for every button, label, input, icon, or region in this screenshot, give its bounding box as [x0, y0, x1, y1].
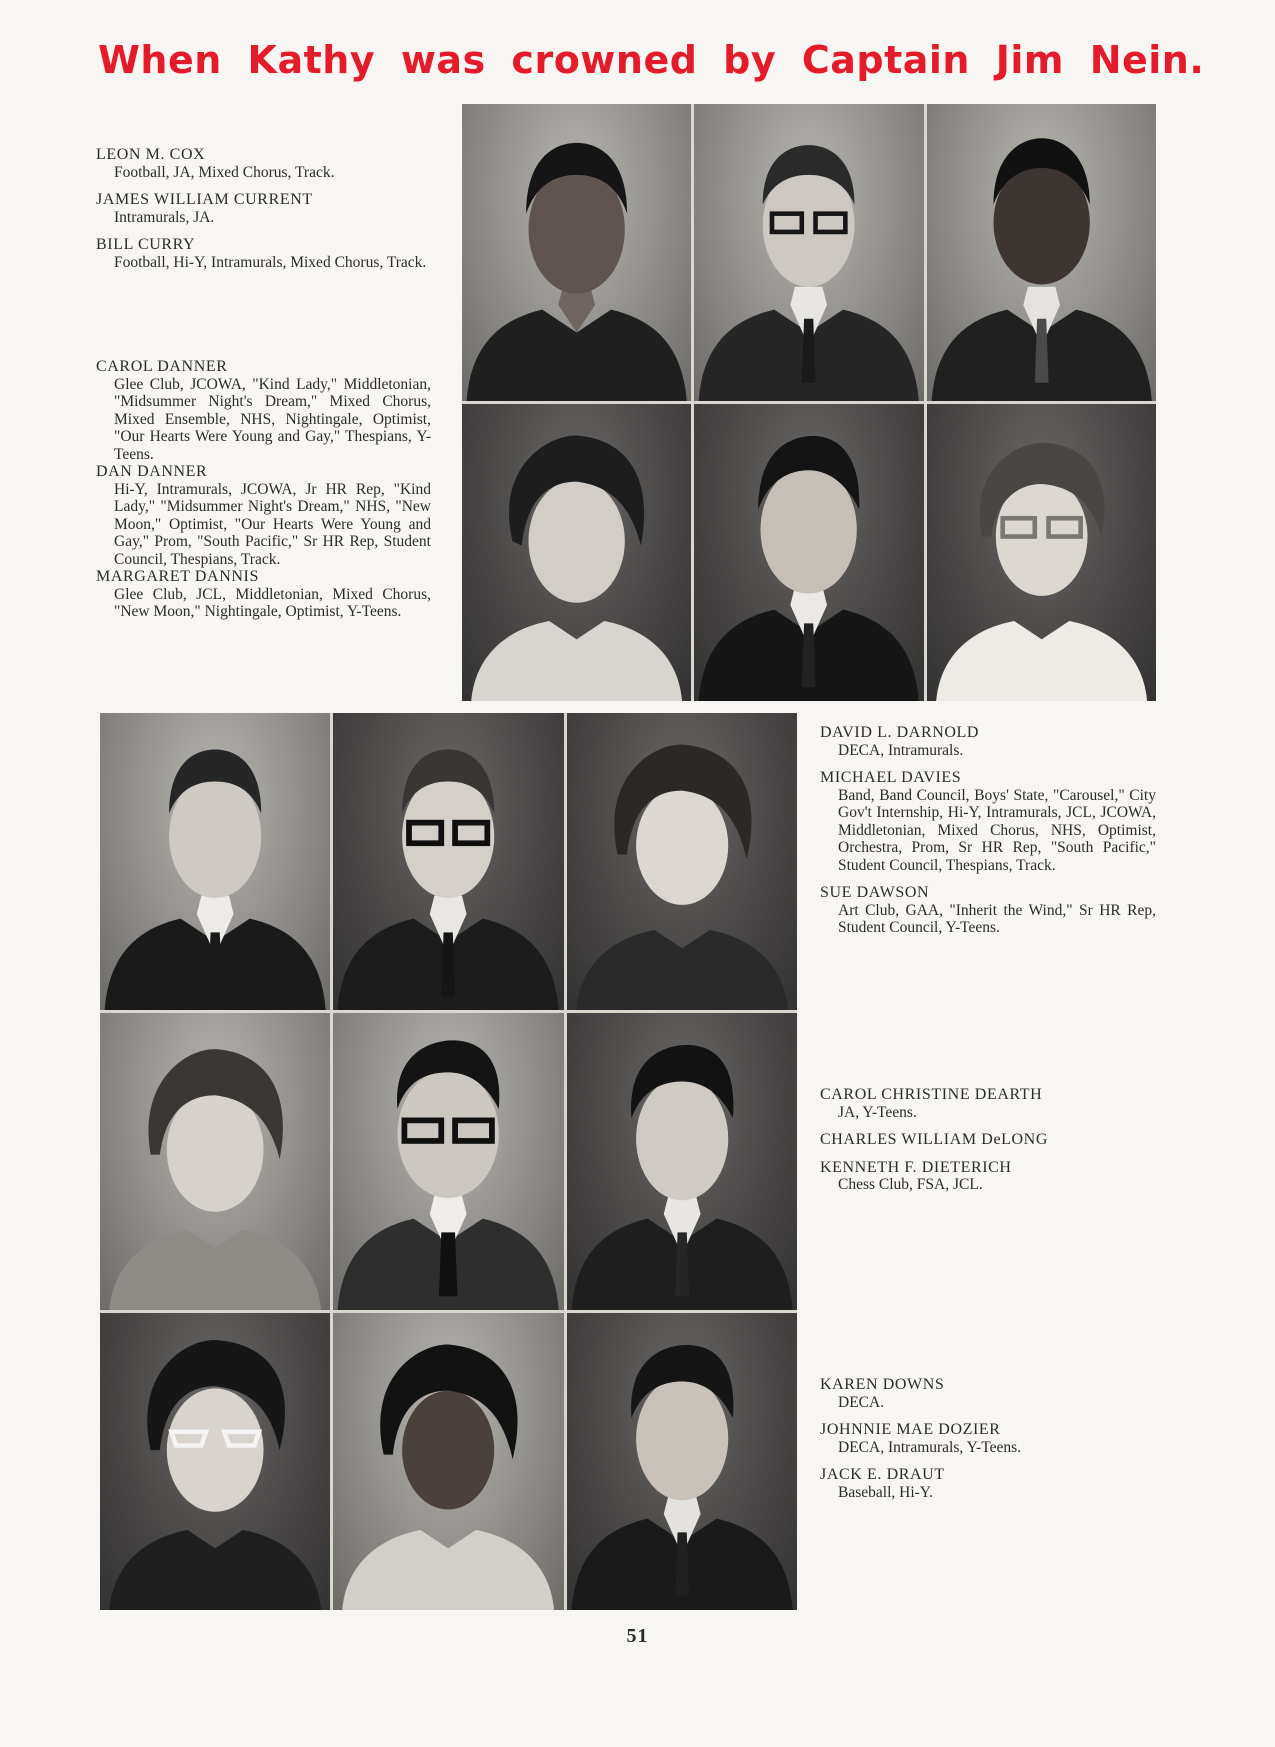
- text-block-right-2: [820, 1086, 1156, 1204]
- senior-activities: JA, Y-Teens.: [838, 1103, 917, 1121]
- senior-activities: Glee Club, JCL, Middletonian, Mixed Chorus, "New Moon," Nightingale, Optimist, Y-Teens.: [114, 585, 431, 620]
- senior-portrait-photo: [100, 1013, 330, 1310]
- page-number: 51: [626, 1625, 649, 1647]
- senior-entry: [820, 1086, 1156, 1121]
- senior-name: KAREN DOWNS: [820, 1376, 945, 1393]
- text-block-top-left: [96, 146, 436, 281]
- photo-grid-bottom: [100, 713, 797, 1610]
- senior-portrait-photo: [100, 1313, 330, 1610]
- senior-entry: [96, 358, 431, 463]
- senior-activities: Intramurals, JA.: [114, 208, 215, 226]
- senior-name: CAROL DANNER: [96, 358, 228, 375]
- senior-activities: Art Club, GAA, "Inherit the Wind," Sr HR Rep, Student Council, Y-Teens.: [838, 901, 1156, 936]
- senior-portrait-photo: [694, 404, 923, 701]
- senior-entry: [96, 191, 436, 226]
- senior-activities: Chess Club, FSA, JCL.: [838, 1176, 983, 1193]
- senior-activities: Band, Band Council, Boys' State, "Carousel," City Gov't Internship, Hi-Y, Intramurals, JCL, JCOWA, Middletonian, Mixed Chorus, NHS, Optimist, Orchestra, Prom, Sr HR Rep, "South Pacific," Student Council, Thespians, Track.: [838, 786, 1156, 874]
- senior-activities: Baseball, Hi-Y.: [838, 1483, 933, 1501]
- senior-name: JAMES WILLIAM CURRENT: [96, 191, 313, 208]
- senior-entry: [820, 1421, 1156, 1456]
- senior-portrait-photo: [567, 1313, 797, 1610]
- senior-name: DAN DANNER: [96, 463, 208, 480]
- text-block-middle-left: [96, 358, 431, 621]
- senior-name: SUE DAWSON: [820, 884, 930, 901]
- senior-name: BILL CURRY: [96, 236, 196, 253]
- senior-activities: Hi-Y, Intramurals, JCOWA, Jr HR Rep, "Kind Lady," "Midsummer Night's Dream," NHS, "New Moon," Optimist, "Our Hearts Were Young and Gay," Prom, "South Pacific," Sr HR Rep, Student Council, Thespians, Track.: [114, 480, 431, 568]
- senior-entry: [820, 1131, 1156, 1149]
- senior-activities: DECA, Intramurals.: [838, 741, 964, 759]
- senior-portrait-photo: [694, 104, 923, 401]
- senior-entry: [96, 568, 431, 621]
- senior-activities: Glee Club, JCOWA, "Kind Lady," Middletonian, "Midsummer Night's Dream," Mixed Chorus, Mixed Ensemble, NHS, Nightingale, Optimist, "Our Hearts Were Young and Gay," Thespians, Y-Teens.: [114, 375, 431, 463]
- senior-entry: [96, 463, 431, 568]
- senior-name: MICHAEL DAVIES: [820, 769, 962, 786]
- senior-entry: [820, 1159, 1156, 1194]
- senior-portrait-photo: [567, 1013, 797, 1310]
- senior-name: CHARLES WILLIAM DeLONG: [820, 1131, 1048, 1148]
- senior-activities: Football, Hi-Y, Intramurals, Mixed Chorus, Track.: [114, 253, 427, 271]
- text-block-right-1: [820, 724, 1156, 947]
- senior-name: CAROL CHRISTINE DEARTH: [820, 1086, 1043, 1103]
- senior-portrait-photo: [462, 104, 691, 401]
- senior-entry: [820, 769, 1156, 874]
- senior-portrait-photo: [100, 713, 330, 1010]
- senior-portrait-photo: [333, 1013, 563, 1310]
- senior-activities: DECA, Intramurals, Y-Teens.: [838, 1438, 1022, 1456]
- senior-activities: Football, JA, Mixed Chorus, Track.: [114, 163, 335, 181]
- senior-portrait-photo: [927, 404, 1156, 701]
- text-block-right-3: [820, 1376, 1156, 1511]
- senior-entry: [96, 146, 436, 181]
- senior-portrait-photo: [927, 104, 1156, 401]
- senior-entry: [820, 724, 1156, 759]
- senior-entry: [820, 884, 1156, 937]
- senior-name: DAVID L. DARNOLD: [820, 724, 980, 741]
- senior-portrait-photo: [333, 713, 563, 1010]
- senior-name: KENNETH F. DIETERICH: [820, 1158, 1012, 1176]
- senior-portrait-photo: [567, 713, 797, 1010]
- senior-activities: DECA.: [838, 1393, 885, 1411]
- page-headline: When Kathy was crowned by Captain Jim Nein.: [98, 38, 1205, 82]
- senior-entry: [96, 236, 436, 271]
- senior-name: JOHNNIE MAE DOZIER: [820, 1421, 1001, 1438]
- senior-name: JACK E. DRAUT: [820, 1466, 945, 1483]
- senior-entry: [820, 1376, 1156, 1411]
- senior-portrait-photo: [462, 404, 691, 701]
- senior-name: MARGARET DANNIS: [96, 568, 259, 585]
- senior-name: LEON M. COX: [96, 146, 206, 163]
- photo-grid-top: [462, 104, 1156, 701]
- senior-entry: [820, 1466, 1156, 1501]
- senior-portrait-photo: [333, 1313, 563, 1610]
